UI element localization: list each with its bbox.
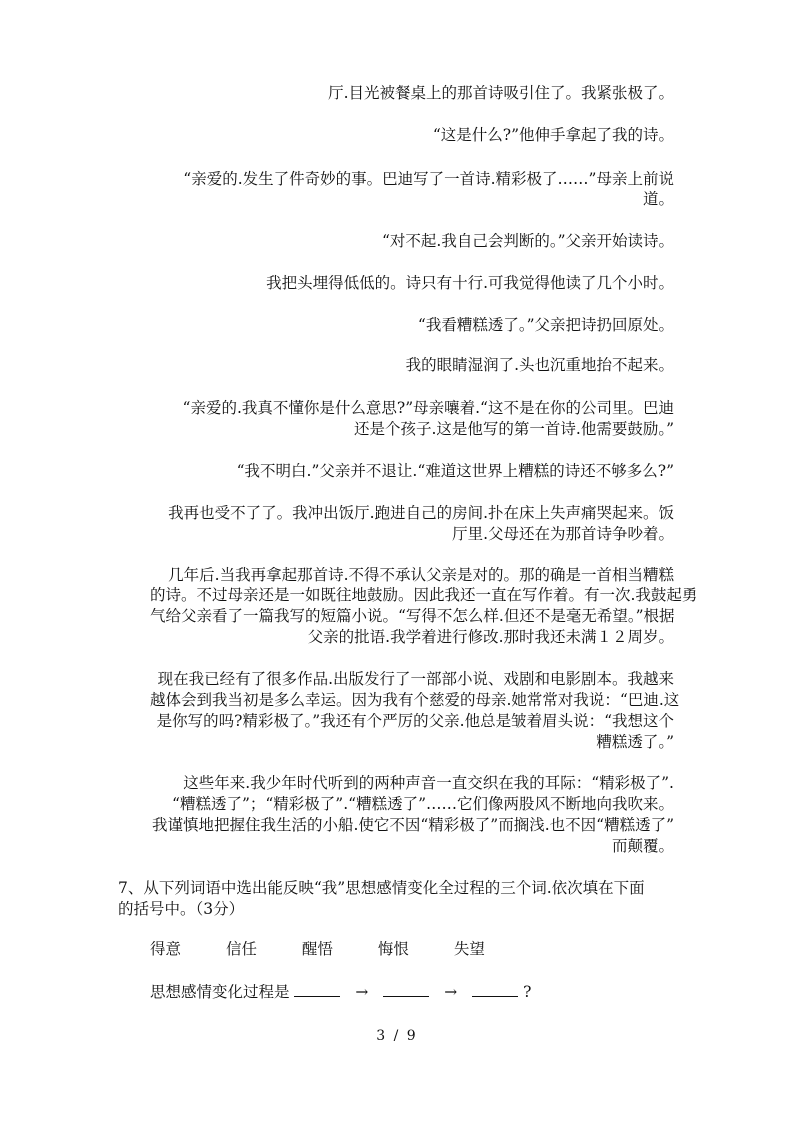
text-line: 越体会到我当初是多么幸运。因为我有个慈爱的母亲.她常常对我说：“巴迪.这 [150, 691, 680, 709]
page-number: 3 / 9 [376, 1028, 418, 1044]
text-line: “亲爱的.发生了件奇妙的事。巴迪写了一首诗.精彩极了……”母亲上前说 [183, 170, 674, 188]
text-line: 还是个孩子.这是他写的第一首诗.他需要鼓励。” [353, 420, 674, 438]
text-line: 现在我已经有了很多作品.出版发行了一部部小说、戏剧和电影剧本。我越来 [157, 670, 674, 688]
question-line: 的括号中。（3分） [118, 900, 245, 918]
text-line: 道。 [642, 190, 674, 208]
text-line: “这是什么?”他伸手拿起了我的诗。 [432, 126, 674, 144]
option-word: 得意 [150, 940, 182, 958]
word-options [150, 938, 525, 960]
text-line: “对不起.我自己会判断的。”父亲开始读诗。 [381, 232, 674, 250]
flow-label: 思想感情变化过程是 [150, 983, 290, 1001]
text-line: “糟糕透了”；“精彩极了”.“糟糕透了”……它们像两股风不断地向我吹来。 [172, 795, 674, 813]
option-word: 失望 [453, 940, 485, 958]
emotion-flow [150, 980, 531, 1003]
text-line: 气给父亲看了一篇我写的短篇小说。“写得不怎么样.但还不是毫无希望。”根据 [150, 607, 675, 625]
text-line: 的诗。不过母亲还是一如既往地鼓励。因此我还一直在写作着。有一次.我鼓起勇 [150, 586, 698, 604]
text-line: 我再也受不了了。我冲出饭厅.跑进自己的房间.扑在床上失声痛哭起来。饭 [168, 504, 674, 522]
text-line: “我不明白.”父亲并不退让.“难道这世界上糟糕的诗还不够多么?” [236, 462, 674, 480]
text-line: 这些年来.我少年时代听到的两种声音一直交织在我的耳际：“精彩极了”. [183, 774, 674, 792]
text-line: 是你写的吗?精彩极了。”我还有个严厉的父亲.他总是皱着眉头说：“我想这个 [156, 712, 674, 730]
text-line: 父亲的批语.我学着进行修改.那时我还未满１２周岁。 [307, 628, 674, 646]
option-word: 醒悟 [301, 940, 333, 958]
arrow-icon: → [355, 983, 369, 1001]
text-line: “我看糟糕透了。”父亲把诗扔回原处。 [417, 316, 674, 334]
text-line: 我把头埋得低低的。诗只有十行.可我觉得他读了几个小时。 [266, 274, 674, 292]
text-line: 厅.目光被餐桌上的那首诗吸引住了。我紧张极了。 [328, 84, 674, 102]
arrow-icon: → [444, 983, 458, 1001]
answer-blank-1[interactable] [294, 980, 340, 997]
text-line: 几年后.当我再拿起那首诗.不得不承认父亲是对的。那的确是一首相当糟糕 [168, 566, 674, 584]
text-line: 糟糕透了。” [596, 733, 674, 751]
flow-end: ? [523, 983, 532, 1001]
text-line: 厅里.父母还在为那首诗争吵着。 [452, 525, 674, 543]
text-line: 而颠覆。 [611, 837, 674, 855]
text-line: 我谨慎地把握住我生活的小船.使它不因“精彩极了”而搁浅.也不因“糟糕透了” [151, 816, 674, 834]
text-line: 我的眼睛湿润了.头也沉重地抬不起来。 [405, 356, 674, 374]
answer-blank-3[interactable] [472, 980, 518, 997]
question-line: 7、从下列词语中选出能反映“我”思想感情变化全过程的三个词.依次填在下面 [118, 879, 645, 897]
text-line: “亲爱的.我真不懂你是什么意思?”母亲嚷着.“这不是在你的公司里。巴迪 [182, 399, 674, 417]
option-word: 信任 [225, 940, 257, 958]
answer-blank-2[interactable] [383, 980, 429, 997]
option-word: 悔恨 [377, 940, 409, 958]
